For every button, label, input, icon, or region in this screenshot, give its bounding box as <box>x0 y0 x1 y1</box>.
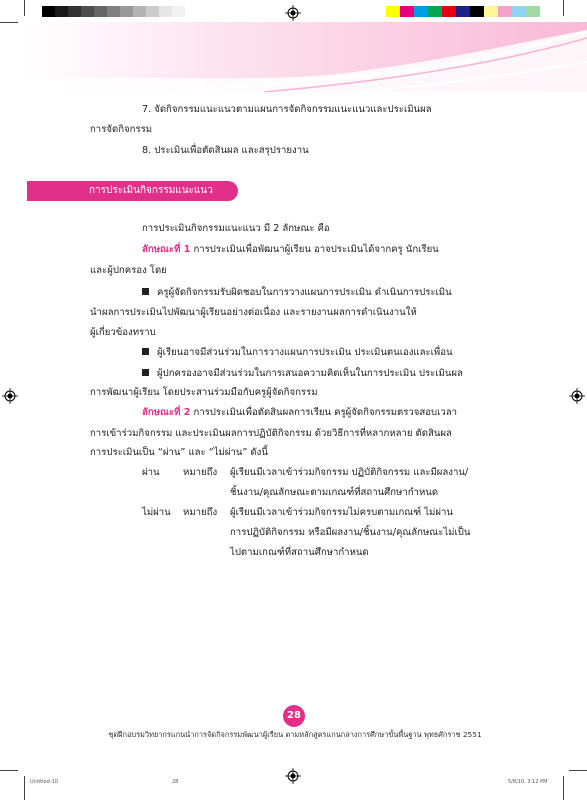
type-2-text: การประเมินเพื่อตัดสินผลการเรียน ครูผู้จัดกิจกรรมตรวจสอบเวลา <box>190 407 458 418</box>
bullet-3-line-2: การพัฒนาผู้เรียน โดยประสานร่วมมือกับครูผู้จัดกิจกรรม <box>90 387 318 398</box>
bullet-2 <box>142 347 453 359</box>
grayscale-swatch <box>68 6 81 17</box>
bullet-3-text: ผู้ปกครองอาจมีส่วนร่วมในการเสนอความคิดเห็นในการประเมิน ประเมินผล <box>157 368 463 379</box>
color-swatch <box>484 6 498 17</box>
bullet-1-text: ครูผู้จัดกิจกรรมรับผิดชอบในการวางแผนการประเมิน ดำเนินการประเมิน <box>157 287 452 298</box>
fail-definition-line-2: การปฏิบัติกิจกรรม หรือมีผลงาน/ชิ้นงาน/คุณลักษณะไม่เป็น <box>230 527 471 538</box>
footer-caption: ชุดฝึกอบรมวิทยากรแกนนำการจัดกิจกรรมพัฒนาผู้เรียน ตามหลักสูตรแกนกลางการศึกษาขั้นพื้นฐาน พุทธศักราช 2551 <box>108 730 482 739</box>
registration-mark-icon <box>2 388 18 404</box>
grayscale-swatch <box>42 6 55 17</box>
type-1-line-1 <box>142 244 439 256</box>
bullet-1-line-2: นำผลการประเมินไปพัฒนาผู้เรียนอย่างต่อเนื่อง และรายงานผลการดำเนินงานให้ <box>90 307 417 318</box>
color-swatch <box>498 6 512 17</box>
color-swatch <box>456 6 470 17</box>
fail-definition-line-3: ไปตามเกณฑ์ที่สถานศึกษากำหนด <box>230 547 369 558</box>
square-bullet-icon <box>142 348 149 355</box>
type-2-line-2: การเข้าร่วมกิจกรรม และประเมินผลการปฏิบัติกิจกรรม ด้วยวิธีการที่หลากหลาย ตัดสินผล <box>90 428 452 439</box>
color-swatch <box>512 6 526 17</box>
fail-means: หมายถึง <box>183 507 218 518</box>
type-1-label: ลักษณะที่ 1 <box>142 244 191 255</box>
color-swatch <box>414 6 428 17</box>
pass-definition-line-1: ผู้เรียนมีเวลาเข้าร่วมกิจกรรม ปฏิบัติกิจกรรม และมีผลงาน/ <box>230 467 469 478</box>
crop-mark <box>0 22 18 23</box>
page-number: 28 <box>283 705 305 727</box>
registration-mark-icon <box>569 388 585 404</box>
crop-mark <box>24 0 25 16</box>
grayscale-swatch <box>107 6 120 17</box>
intro-text: การประเมินกิจกรรมแนะแนว มี 2 ลักษณะ คือ <box>142 223 330 234</box>
bullet-1-line-1 <box>142 287 452 299</box>
type-2-line-3: การประเมินเป็น “ผ่าน” และ “ไม่ผ่าน” ดังนี้ <box>90 447 268 458</box>
fail-definition-line-1: ผู้เรียนมีเวลาเข้าร่วมกิจกรรมไม่ครบตามเกณฑ์ ไม่ผ่าน <box>230 507 453 518</box>
registration-mark-icon <box>285 768 301 784</box>
color-swatch <box>470 6 484 17</box>
type-2-label: ลักษณะที่ 2 <box>142 407 191 418</box>
type-1-text: การประเมินเพื่อพัฒนาผู้เรียน อาจประเมินได้จากครู นักเรียน <box>190 244 439 255</box>
color-swatch <box>428 6 442 17</box>
square-bullet-icon <box>142 369 149 376</box>
color-swatch <box>442 6 456 17</box>
crop-mark <box>569 770 587 771</box>
grayscale-swatch <box>81 6 94 17</box>
grayscale-swatch <box>146 6 159 17</box>
section-heading: การประเมินกิจกรรมแนะแนว <box>27 181 238 201</box>
grayscale-swatch <box>133 6 146 17</box>
type-2-line-1 <box>142 407 457 419</box>
square-bullet-icon <box>142 288 149 295</box>
item-8: 8. ประเมินเพื่อตัดสินผล และสรุปรายงาน <box>142 145 309 156</box>
slug-datetime: 5/8/10, 3:12 PM <box>508 779 548 785</box>
color-swatch <box>526 6 540 17</box>
type-1-line-2: และผู้ปกครอง โดย <box>90 265 167 276</box>
crop-mark <box>0 770 18 771</box>
item-7-line-1: 7. จัดกิจกรรมแนะแนวตามแผนการจัดกิจกรรมแนะแนวและประเมินผล <box>142 104 432 115</box>
header-banner <box>24 22 587 92</box>
grayscale-swatch <box>159 6 172 17</box>
crop-mark <box>563 0 564 16</box>
bullet-1-line-3: ผู้เกี่ยวข้องทราบ <box>90 327 156 338</box>
bullet-2-text: ผู้เรียนอาจมีส่วนร่วมในการวางแผนการประเมิน ประเมินตนเองและเพื่อน <box>157 347 453 358</box>
crop-mark <box>24 776 25 800</box>
pass-means: หมายถึง <box>183 467 218 478</box>
grayscale-swatch <box>94 6 107 17</box>
bullet-3-line-1 <box>142 368 463 380</box>
crop-mark <box>563 776 564 800</box>
pass-definition-line-2: ชิ้นงาน/คุณลักษณะตามเกณฑ์ที่สถานศึกษากำหนด <box>230 487 439 498</box>
grayscale-bar <box>42 6 185 17</box>
grayscale-swatch <box>120 6 133 17</box>
fail-term: ไม่ผ่าน <box>142 507 171 518</box>
color-swatch <box>400 6 414 17</box>
pass-term: ผ่าน <box>142 467 160 478</box>
color-bar <box>386 6 540 17</box>
grayscale-swatch <box>172 6 185 17</box>
slug-filename: Untitled-10 <box>30 779 58 785</box>
grayscale-swatch <box>55 6 68 17</box>
registration-mark-icon <box>285 5 301 21</box>
item-7-line-2: การจัดกิจกรรม <box>90 124 153 135</box>
color-swatch <box>386 6 400 17</box>
slug-page: 28 <box>172 779 179 785</box>
